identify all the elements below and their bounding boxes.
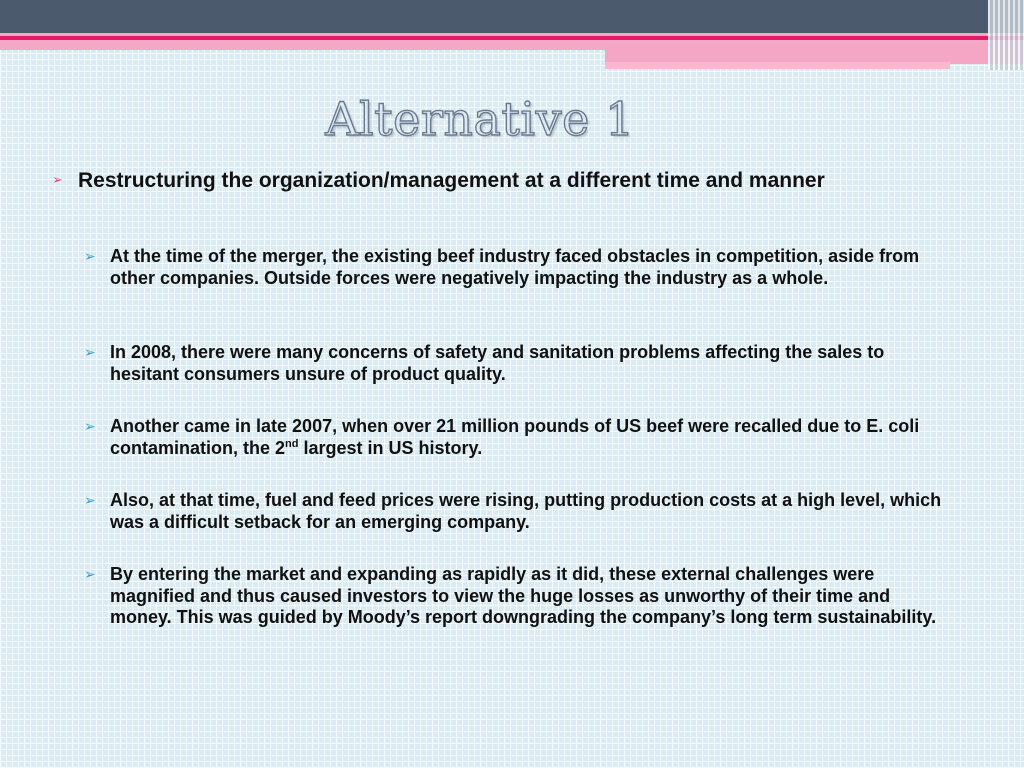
- arrow-bullet-icon: ➢: [52, 172, 63, 187]
- arrow-bullet-icon: ➢: [84, 566, 96, 582]
- arrow-bullet-icon: ➢: [84, 344, 96, 360]
- sub-bullet-1: [84, 246, 944, 289]
- arrow-bullet-icon: ➢: [84, 418, 96, 434]
- arrow-bullet-icon: ➢: [84, 248, 96, 264]
- sub-bullet-3: [84, 416, 944, 459]
- sub-bullet-text: In 2008, there were many concerns of safety and sanitation problems affecting the sales to hesitant consumers unsure of product quality.: [110, 342, 885, 384]
- sub-bullet-text: By entering the market and expanding as rapidly as it did, these external challenges were magnified and thus caused investors to view the huge losses as unworthy of their time and money. This was guided by Moody’s report downgrading the company’s long term sustainability.: [110, 564, 937, 627]
- sub-bullet-text-part: Another came in late 2007, when over 21 million pounds of US beef were recalled due to E. coli contamination, the 2: [110, 416, 920, 458]
- sub-bullet-2: [84, 342, 944, 385]
- sub-bullet-4: [84, 490, 944, 533]
- main-bullet: [52, 168, 932, 194]
- sub-bullet-text: [110, 416, 944, 459]
- sub-bullet-text: At the time of the merger, the existing beef industry faced obstacles in competition, aside from other companies. Outside forces were negatively impacting the industry as a whole.: [110, 246, 920, 288]
- sub-bullet-5: [84, 564, 944, 629]
- ordinal-superscript: nd: [285, 437, 299, 450]
- arrow-bullet-icon: ➢: [84, 492, 96, 508]
- sub-bullet-text: Also, at that time, fuel and feed prices were rising, putting production costs at a high level, which was a difficult setback for an emerging company.: [110, 490, 942, 532]
- sub-bullet-text-part: largest in US history.: [298, 437, 483, 458]
- main-bullet-text: Restructuring the organization/management at a different time and manner: [78, 169, 825, 192]
- slide-title: Alternative 1: [325, 92, 635, 146]
